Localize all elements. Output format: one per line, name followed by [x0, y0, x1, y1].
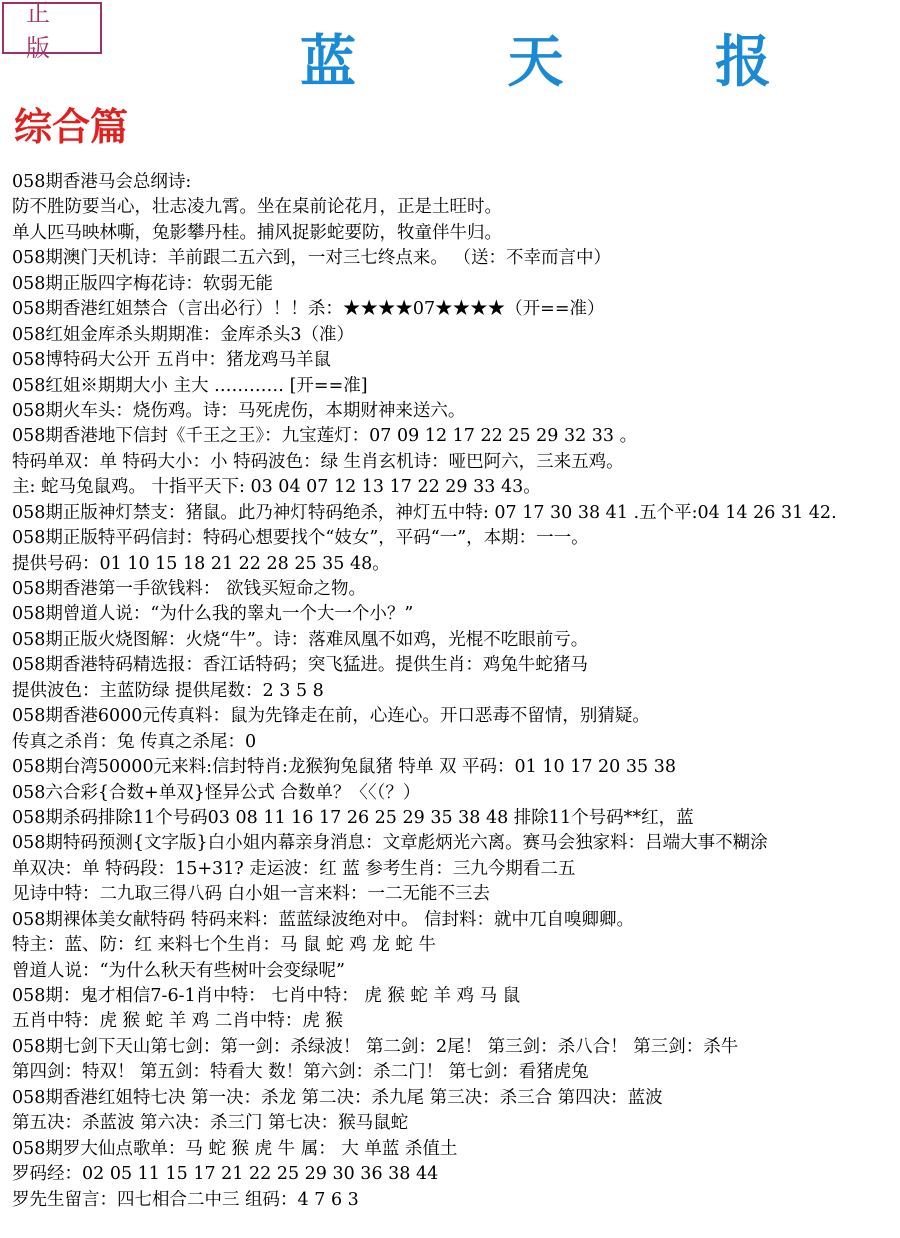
text-line: 见诗中特：二九取三得八码 白小姐一言来料：一二无能不三去 — [12, 884, 491, 905]
text-line: 058红姐金库杀头期期准：金库杀头3（准） — [12, 324, 355, 345]
text-line: 058六合彩{合数+单双}怪异公式 合数单？〈〈（？） — [12, 782, 421, 803]
text-line: 058期正版四字梅花诗：软弱无能 — [12, 273, 273, 294]
text-line: 第五决：杀蓝波 第六决：杀三门 第七决：猴马鼠蛇 — [12, 1113, 409, 1134]
text-line: 传真之杀肖：兔 传真之杀尾：0 — [12, 731, 257, 752]
text-line: 单双决：单 特码段：15+31? 走运波：红 蓝 参考生肖：三九今期看二五 — [12, 858, 576, 879]
text-line: 特码单双：单 特码大小：小 特码波色：绿 生肖玄机诗：哑巴阿六，三来五鸡。 — [12, 451, 624, 472]
text-line: 罗码经：02 05 11 15 17 21 22 25 29 30 36 38 44 — [12, 1164, 439, 1185]
text-line: 058期：鬼才相信7-6-1肖中特： 七肖中特： 虎 猴 蛇 羊 鸡 马 鼠 — [12, 986, 521, 1006]
text-line: 058期香港地下信封《千王之王》：九宝莲灯：07 09 12 17 22 25 29 32 33 。 — [12, 426, 638, 447]
text-line: 五肖中特：虎 猴 蛇 羊 鸡 二肖中特：虎 猴 — [12, 1011, 343, 1032]
text-line: 058期正版特平码信封：特码心想要找个“妓女”，平码“一”，本期：一一。 — [12, 528, 589, 549]
text-line: 058期裸体美女献特码 特码来料：蓝蓝绿波绝对中。 信封料：就中兀自嗅卿卿。 — [12, 909, 635, 930]
text-line: 主: 蛇马兔鼠鸡。 十指平天下: 03 04 07 12 13 17 22 29 33 43。 — [12, 477, 541, 498]
text-line: 罗先生留言：四七相合二中三 组码：4 7 6 3 — [12, 1189, 359, 1210]
section-heading: 综合篇 — [14, 104, 129, 149]
text-line: 058期正版火烧图解：火烧“牛”。诗：落难凤凰不如鸡，光棍不吃眼前亏。 — [12, 629, 589, 650]
authentic-badge: 正 版 — [2, 2, 102, 54]
text-line: 058期正版神灯禁支：猪鼠。此乃神灯特码绝杀，神灯五中特: 07 17 30 38 41 .五个平:04 14 26 31 42. — [12, 502, 837, 523]
text-line: 058期香港红姐特七决 第一决：杀龙 第二决：杀九尾 第三决：杀三合 第四决：蓝波 — [12, 1087, 663, 1108]
text-line: 058博特码大公开 五肖中：猪龙鸡马羊鼠 — [12, 350, 331, 371]
text-line: 058期香港特码精选报：香江话特码；突飞猛进。提供生肖：鸡兔牛蛇猪马 — [12, 655, 588, 676]
text-line: 特主：蓝、防：红 来料七个生肖：马 鼠 蛇 鸡 龙 蛇 牛 — [12, 935, 436, 956]
text-line: 058期七剑下天山第七剑：第一剑：杀绿波！ 第二剑：2尾！ 第三剑：杀八合！ 第三剑：杀牛 — [12, 1036, 739, 1057]
text-line: 单人匹马映林嘶，兔影攀丹桂。捕风捉影蛇要防，牧童伴牛归。 — [12, 222, 502, 243]
text-line: 058期香港红姐禁合（言出必行）！！杀：★★★★07★★★★（开==准） — [12, 299, 605, 320]
text-line: 曾道人说：“为什么秋天有些树叶会变绿呢” — [12, 960, 345, 981]
text-line: 防不胜防要当心，壮志凌九霄。坐在桌前论花月，正是土旺时。 — [12, 197, 502, 218]
text-line: 058期台湾50000元来料:信封特肖:龙猴狗兔鼠猪 特单 双 平码：01 10 17 20 35 38 — [12, 757, 676, 778]
text-line: 058期火车头：烧伤鸡。诗：马死虎伤，本期财神来送六。 — [12, 400, 466, 421]
text-line: 058期澳门天机诗：羊前跟二五六到，一对三七终点来。 （送：不幸而言中） — [12, 248, 611, 269]
text-line: 058期杀码排除11个号码03 08 11 16 17 26 25 29 35 38 48 排除11个号码**红，蓝 — [12, 807, 694, 828]
content-lines — [12, 170, 898, 1213]
text-line: 058期罗大仙点歌单：马 蛇 猴 虎 牛 属： 大 单蓝 杀值土 — [12, 1138, 458, 1159]
text-line: 058期特码预测{文字版}白小姐内幕亲身消息：文章彪炳光六离。赛马会独家料：吕端大事不糊涂 — [12, 833, 768, 854]
text-line: 提供号码：01 10 15 18 21 22 28 25 35 48。 — [12, 553, 390, 574]
text-line: 第四剑：特双！ 第五剑：特看大 数！第六剑：杀二门！ 第七剑：看猪虎兔 — [12, 1062, 589, 1083]
text-line: 058期曾道人说：“为什么我的睾丸一个大一个小？” — [12, 604, 414, 625]
text-line: 058期香港第一手欲钱料： 欲钱买短命之物。 — [12, 579, 366, 599]
text-line: 058期香港6000元传真料：鼠为先锋走在前，心连心。开口恶毒不留情，别猜疑。 — [12, 706, 650, 727]
page-title: 蓝 天 报 — [300, 29, 837, 95]
text-line: 058期香港马会总纲诗: — [12, 172, 192, 192]
text-line: 提供波色：主蓝防绿 提供尾数：2 3 5 8 — [12, 680, 324, 701]
text-line: 058红姐※期期大小 主大 ………… [开==准] — [12, 375, 368, 396]
